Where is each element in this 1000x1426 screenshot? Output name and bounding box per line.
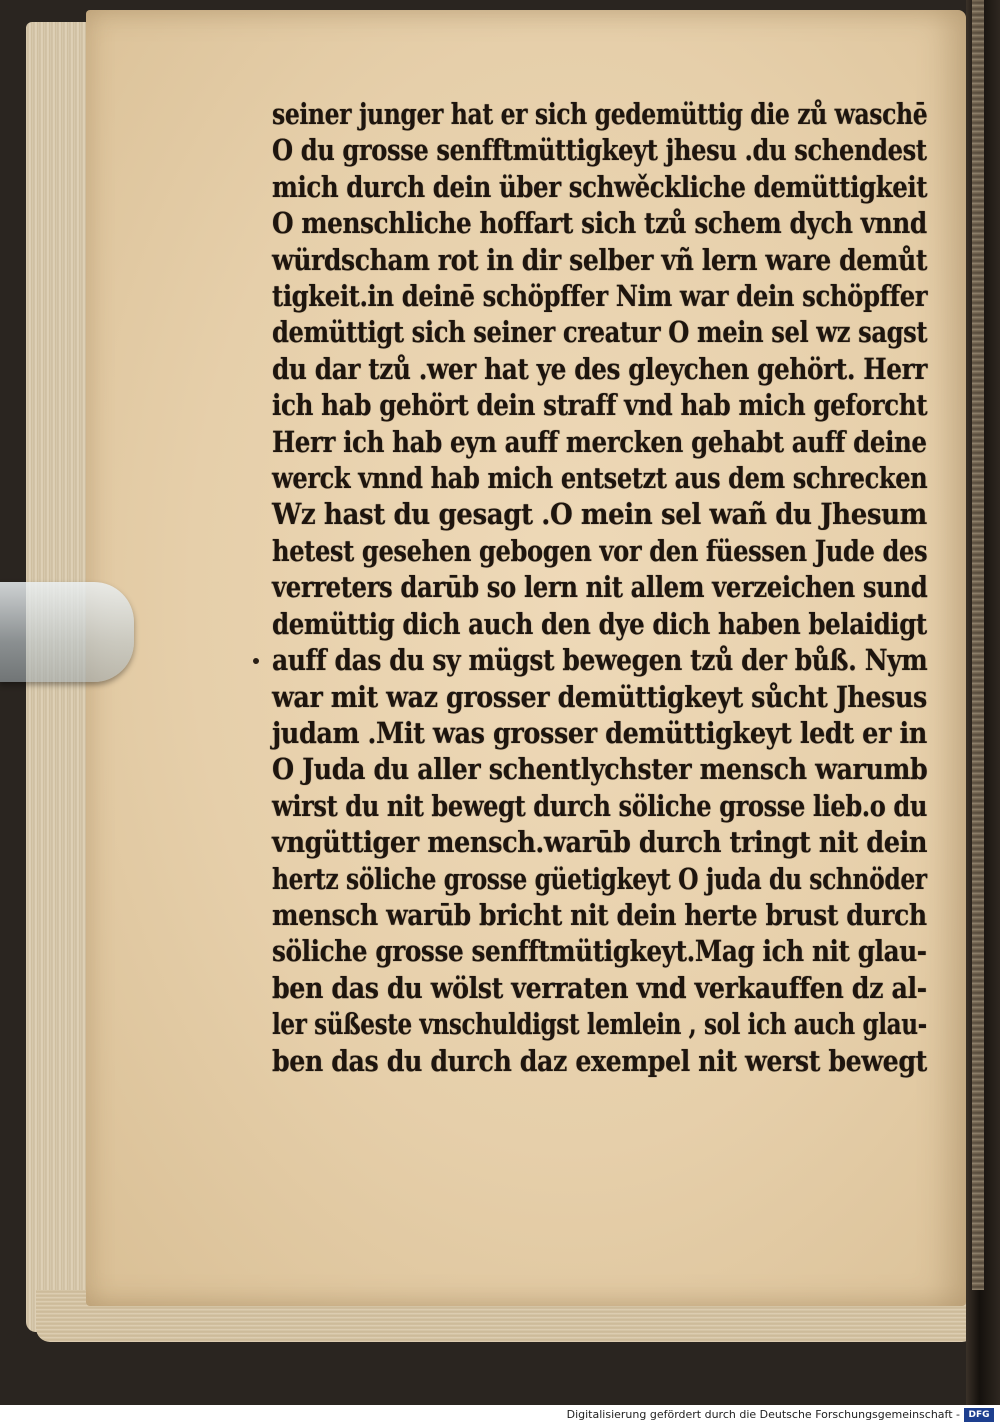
text-line: ben das du durch daz exempel nit werst bewegt	[272, 1043, 927, 1078]
text-line: auff das du sy mügst bewegen tzů der bůß. Nym	[272, 643, 928, 678]
page-text	[272, 96, 932, 1079]
text-line: mensch warūb bricht nit dein herte brust durch	[272, 897, 927, 932]
text-line: tigkeit.in deinē schöpffer Nim war dein schöpffer	[272, 279, 928, 314]
text-line: ben das du wölst verraten vnd verkauffen dz al-	[272, 970, 927, 1005]
text-line: wirst du nit bewegt durch söliche grosse lieb.o du	[272, 788, 928, 823]
text-line: würdscham rot in dir selber vñ lern ware demůt	[272, 242, 928, 277]
text-line: Wz hast du gesagt .O mein sel wañ du Jhesum	[272, 497, 927, 532]
footer-bar	[0, 1405, 1000, 1426]
text-line: mich durch dein über schwěckliche demüttigkeit	[272, 169, 928, 204]
text-line: ich hab gehört dein straff vnd hab mich geforcht	[272, 388, 928, 423]
text-line: O menschliche hoffart sich tzů schem dych vnnd	[272, 206, 927, 241]
text-line: O Juda du aller schentlychster mensch warumb	[272, 752, 928, 787]
page-clip	[0, 582, 134, 682]
text-line: seiner junger hat er sich gedemüttig die zů waschē	[272, 97, 928, 131]
text-line: hetest gesehen gebogen vor den füessen Jude des	[272, 533, 928, 568]
text-line: vngüttiger mensch.warūb durch tringt nit dein	[272, 825, 928, 860]
digitization-credit: Digitalisierung gefördert durch die Deutsche Forschungsgemeinschaft -	[566, 1408, 960, 1421]
text-line: demüttig dich auch den dye dich haben belaidigt	[272, 606, 927, 641]
facing-page-edge	[972, 0, 984, 1290]
text-line: Herr ich hab eyn auff mercken gehabt auff deine	[272, 424, 927, 459]
text-line: hertz söliche grosse güetigkeyt O juda du schnöder	[272, 861, 927, 896]
text-line: söliche grosse senfftmütigkeyt.Mag ich nit glau-	[272, 934, 927, 969]
ink-dot	[253, 658, 259, 664]
text-line: ler süßeste vnschuldigst lemlein , sol ich auch glau-	[272, 1007, 927, 1042]
text-line: du dar tzů .wer hat ye des gleychen gehört. Herr	[272, 351, 927, 386]
text-line: war mit waz grosser demüttigkeyt sůcht Jhesus	[272, 679, 927, 714]
text-line: O du grosse senfftmüttigkeyt jhesu .du schendest	[272, 133, 927, 168]
text-line: judam .Mit was grosser demüttigkeyt ledt er in	[272, 715, 927, 750]
text-line: verreters darūb so lern nit allem verzeichen sund	[272, 570, 928, 605]
dfg-logo: DFG	[964, 1408, 994, 1422]
text-line: werck vnnd hab mich entsetzt aus dem schrecken	[272, 461, 928, 496]
text-line: demüttigt sich seiner creatur O mein sel wz sagst	[272, 315, 928, 350]
